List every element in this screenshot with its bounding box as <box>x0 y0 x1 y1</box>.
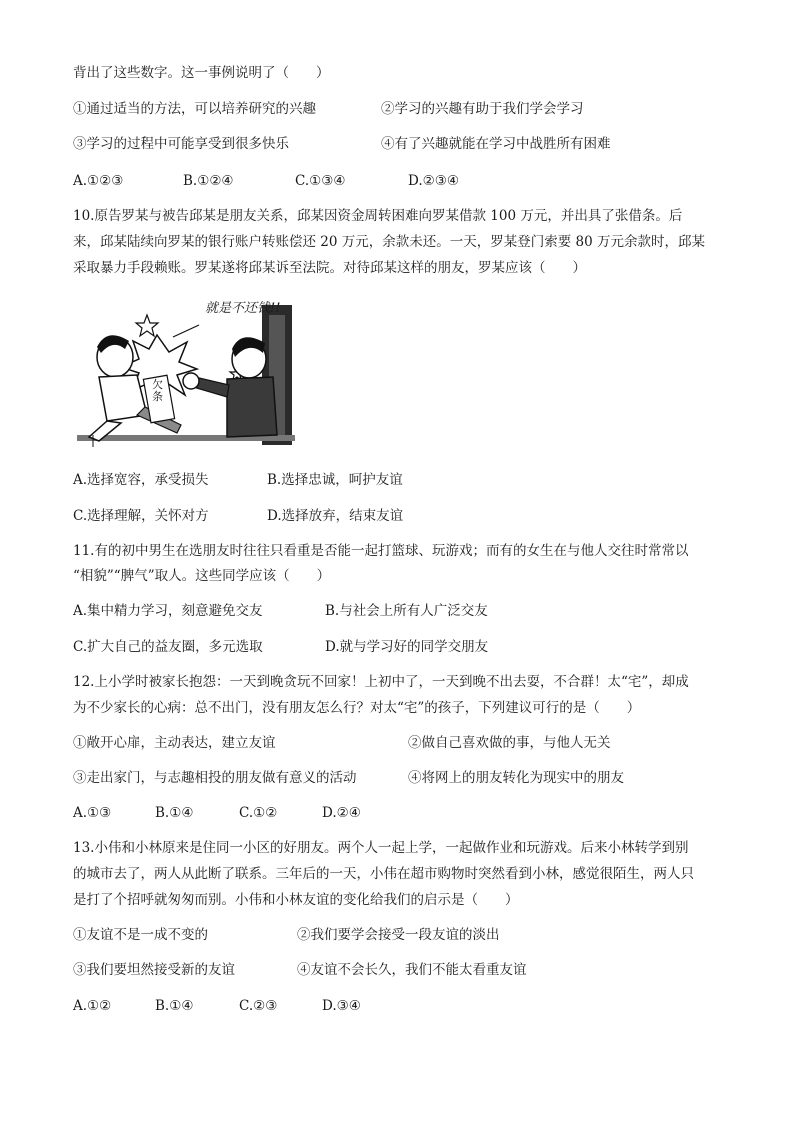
q13-choice-a: A.①② <box>73 998 112 1014</box>
q12-choice-c: C.①② <box>239 805 278 821</box>
q10-line-2: 来，邱某陆续向罗某的银行账户转账偿还 20 万元，余款未还。一天，罗某登门索要 80 万元余款时，邱某 <box>73 234 706 250</box>
q13-line-2: 的城市去了，两人从此断了联系。三年后的一天，小伟在超市购物时突然看到小林，感觉很陌生，两人只 <box>73 866 694 882</box>
q11-choice-b: B.与社会上所有人广泛交友 <box>325 603 488 619</box>
q12-statement-4: ④将网上的朋友转化为现实中的朋友 <box>408 770 624 786</box>
cartoon-caption: 就是不还钱!! <box>205 301 281 316</box>
q13-line-3: 是打了个招呼就匆匆而别。小伟和小林友谊的变化给我们的启示是（ ） <box>73 892 519 908</box>
q13-statement-2: ②我们要学会接受一段友谊的淡出 <box>297 927 500 943</box>
q9-tail: 背出了这些数字。这一事例说明了（ ） <box>73 65 330 81</box>
q10-choice-c: C.选择理解，关怀对方 <box>73 508 209 524</box>
q12-statement-2: ②做自己喜欢做的事，与他人无关 <box>408 735 611 751</box>
q12-choice-b: B.①④ <box>155 805 194 821</box>
q11-line-2: “相貌”“脾气”取人。这些同学应该（ ） <box>73 568 331 584</box>
q12-statement-3: ③走出家门，与志趣相投的朋友做有意义的活动 <box>73 770 357 786</box>
q13-choice-b: B.①④ <box>155 998 194 1014</box>
q10-choice-b: B.选择忠诚，呵护友谊 <box>267 472 403 488</box>
q13-line-1: 13.小伟和小林原来是住同一小区的好朋友。两个人一起上学，一起做作业和玩游戏。后来小林转学到别 <box>73 840 689 856</box>
q13-statement-3: ③我们要坦然接受新的友谊 <box>73 962 235 978</box>
q12-line-1: 12.上小学时被家长抱怨：一天到晚贪玩不回家！上初中了，一天到晚不出去耍，不合群！太“宅”，却成 <box>73 674 689 690</box>
q9-statement-3: ③学习的过程中可能享受到很多快乐 <box>73 136 289 152</box>
q12-choice-a: A.①③ <box>73 805 112 821</box>
q11-choice-a: A.集中精力学习，刻意避免交友 <box>73 603 263 619</box>
q13-choice-d: D.③④ <box>322 998 361 1014</box>
q10-choice-a: A.选择宽容，承受损失 <box>73 472 209 488</box>
q13-statement-4: ④友谊不会长久，我们不能太看重友谊 <box>297 962 527 978</box>
q10-choice-d: D.选择放弃，结束友谊 <box>267 508 404 524</box>
q12-line-2: 为不少家长的心病：总不出门，没有朋友怎么行？对太“宅”的孩子，下列建议可行的是（ ） <box>73 700 641 716</box>
q11-choice-c: C.扩大自己的益友圈，多元选取 <box>73 639 263 655</box>
q10-line-3: 采取暴力手段赖账。罗某遂将邱某诉至法院。对待邱某这样的朋友，罗某应该（ ） <box>73 260 586 276</box>
q12-statement-1: ①敞开心扉，主动表达，建立友谊 <box>73 735 276 751</box>
q13-statement-1: ①友谊不是一成不变的 <box>73 927 208 943</box>
q13-choice-c: C.②③ <box>239 998 278 1014</box>
q9-choice-d: D.②③④ <box>408 173 459 189</box>
cartoon-illustration <box>77 297 295 447</box>
q11-line-1: 11.有的初中男生在选朋友时往往只看重是否能一起打篮球、玩游戏；而有的女生在与他人交往时常常以 <box>73 543 689 559</box>
q9-statement-1: ①通过适当的方法，可以培养研究的兴趣 <box>73 101 316 117</box>
q12-choice-d: D.②④ <box>322 805 361 821</box>
q9-statement-4: ④有了兴趣就能在学习中战胜所有困难 <box>381 136 611 152</box>
q10-line-1: 10.原告罗某与被告邱某是朋友关系，邱某因资金周转困难向罗某借款 100 万元，并出具了张借条。后 <box>73 208 683 224</box>
q9-choice-a: A.①②③ <box>73 173 124 189</box>
q9-choice-b: B.①②④ <box>183 173 234 189</box>
q9-statement-2: ②学习的兴趣有助于我们学会学习 <box>381 101 584 117</box>
q9-choice-c: C.①③④ <box>295 173 346 189</box>
cartoon-note-text: 欠条 <box>152 378 163 403</box>
q11-choice-d: D.就与学习好的同学交朋友 <box>325 639 489 655</box>
